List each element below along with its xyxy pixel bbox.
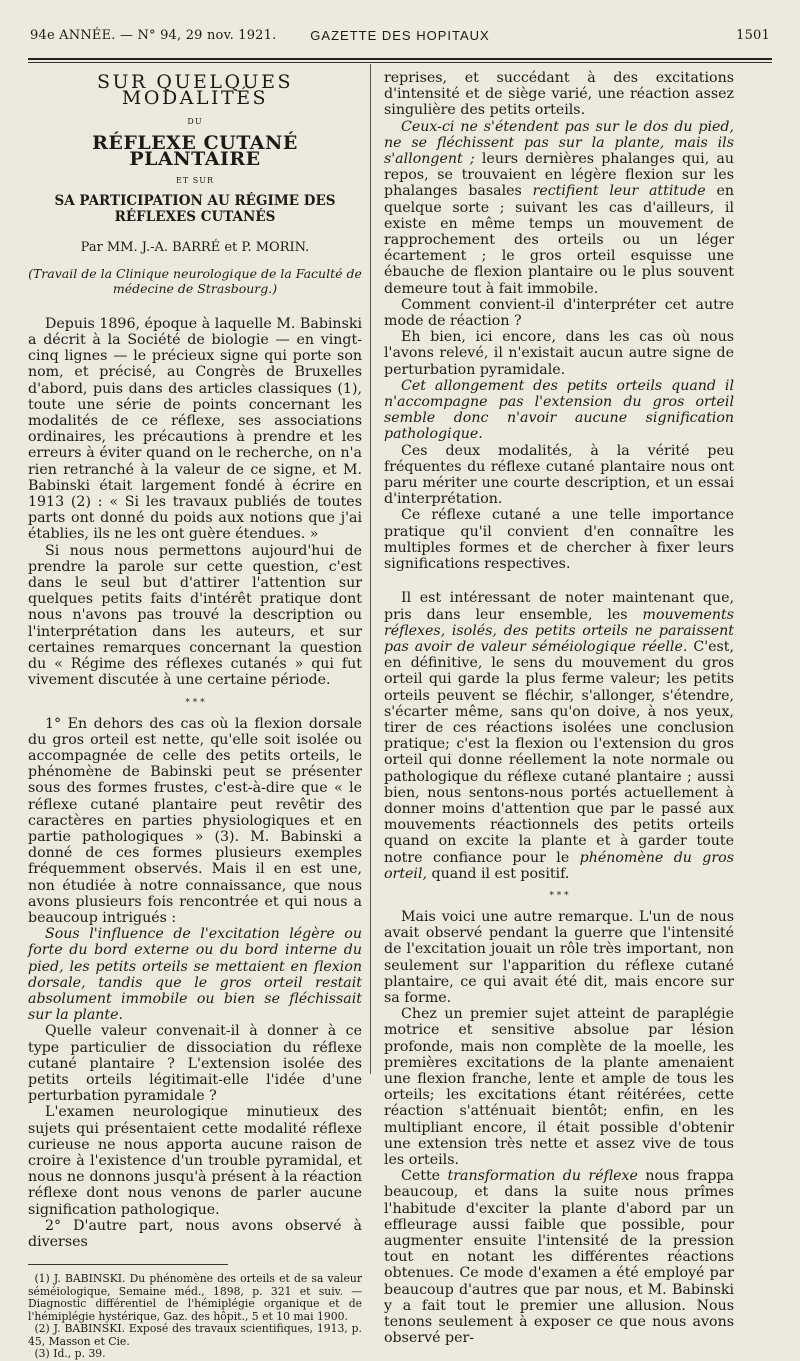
page-header (30, 28, 770, 50)
article-affiliation: (Travail de la Clinique neurologique de la Faculté de médecine de Strasbourg.) (28, 265, 362, 296)
paragraph: Eh bien, ici encore, dans les cas où nous l'avons relevé, il n'existait aucun autre signe de perturbation pyramidale. (384, 329, 734, 378)
text-span: en quelque sorte ; suivant les cas d'ailleurs, il existe en même temps un mouvement de rapprochement des orteils ou un léger écartement ; le gros orteil esquisse une ébauche de flexion plantaire ou le plus souvent demeure tout à fait immobile. (384, 183, 734, 297)
text-span: Il est intéressant de noter maintenant que, pris dans leur ensemble, les (384, 590, 734, 623)
article-title-line3: SA PARTICIPATION AU RÉGIME DES RÉFLEXES CUTANÉS (54, 193, 336, 226)
paragraph: Comment convient-il d'interpréter cet autre mode de réaction ? (384, 296, 734, 330)
spacer (384, 572, 734, 590)
italic-text: Ceux-ci ne s'étendent pas sur le dos du pied, ne se fléchissent pas sur la plante, mais ils s'allongent ; (384, 118, 734, 168)
text-span: leurs dernières phalanges qui, au repos, se trouvaient en légère flexion sur les phalanges basales (384, 151, 735, 200)
header-rule (28, 58, 772, 60)
paragraph (384, 119, 734, 297)
page-number: 1501 (736, 28, 770, 43)
right-column (384, 70, 734, 1346)
article-title-line2: RÉFLEXE CUTANÉ PLANTAIRE (92, 131, 298, 170)
text-span: Cette (401, 1168, 441, 1185)
journal-name: GAZETTE DES HOPITAUX (310, 28, 490, 43)
italic-text: Cet allongement des petits orteils quand il n'accompagne pas l'extension du gros orteil semble donc n'avoir aucune signification pathologique. (384, 377, 734, 443)
title-connector-et-sur: ET SUR (176, 176, 214, 186)
paragraph: reprises, et succédant à des excitations d'intensité et de siège varié, une réaction assez singulière des petits orteils. (384, 70, 734, 119)
paragraph: Quelle valeur convenait-il à donner à ce type particulier de dissociation du réflexe cutané plantaire ? L'extension isolée des petits orteils légitimait-elle l'idée d'une perturbation pyramidale ? (28, 1023, 362, 1105)
paragraph: Si nous nous permettons aujourd'hui de prendre la parole sur cette question, c'est dans le seul but d'attirer l'attention sur quelques petits faits d'intérêt pratique dont nous n'avons pas trouvé la description ou l'interprétation dans les auteurs, et sur certaines remarques concernant la question du « Régime des réflexes cutanés » qui fut vivement discutée à une certaine période. (28, 542, 362, 689)
paragraph: Ce réflexe cutané a une telle importance pratique qu'il convient d'en connaître les multiples formes et de chercher à fixer leurs significations respectives. (384, 507, 734, 573)
paragraph: Chez un premier sujet atteint de paraplégie motrice et sensitive absolue par lésion profonde, mais non complète de la moelle, les premières excitations de la plante amenaient une flexion franche, lente et ample de tous les orteils; les excitations étant réitérées, cette réaction s'atténuait bientôt; enfin, en les multipliant encore, il était possible d'obtenir une extension très nette et assez vive de tous les orteils. (384, 1006, 734, 1168)
column-divider (370, 64, 371, 1074)
paragraph: Mais voici une autre remarque. L'un de nous avait observé pendant la guerre que l'intensité de l'excitation jouait un rôle très important, non seulement sur l'apparition du réflexe cutané plantaire, ce qui avait été dit, mais encore sur sa forme. (384, 908, 734, 1006)
text-span: quand il est positif. (431, 865, 570, 882)
section-separator: * * * (185, 697, 205, 708)
italic-text: transformation du réflexe (447, 1168, 638, 1185)
italic-quote: Sous l'influence de l'excitation légère ou forte du bord externe ou du bord interne du pied, les petits orteils se mettaient en flexion dorsale, tandis que le gros orteil restait absolument immobile ou bien se fléchissait sur la plante. (28, 926, 362, 1024)
italic-text: mouvements réflexes, isolés, des petits orteils ne paraissent pas avoir de valeur séméiologique réelle. (384, 606, 734, 655)
footnote-rule (28, 1264, 228, 1265)
paragraph: Depuis 1896, époque à laquelle M. Babinski a décrit à la Société de biologie — en vingt-cinq lignes — le précieux signe qui porte son nom, et précisé, au Congrès de Bruxelles d'abord, puis dans des articles classiques (1), toute une série de points concernant les modalités de ce réflexe, ses associations ordinaires, les précautions à prendre et les erreurs à éviter quand on le recherche, on n'a rien retranché à la valeur de ce signe, et M. Babinski était largement fondé à écrire en 1913 (2) : « Si les travaux publiés de toutes parts ont donné du poids aux notions que j'ai établies, ils ne les ont guère étendues. » (28, 315, 362, 543)
header-rule-thin (28, 62, 772, 63)
footnote: (1) J. BABINSKI. Du phénomène des orteils et de sa valeur séméiologique, Semaine méd., 1898, p. 321 et suiv. — Diagnostic différentiel de l'hémiplégie organique et de l'hémiplégie hystérique, Gaz. des hôpit., 5 et 10 mai 1900. (28, 1272, 362, 1323)
footnote: (3) Id., p. 39. (34, 1347, 106, 1361)
paragraph (384, 590, 734, 882)
left-column (28, 70, 362, 1361)
italic-text: rectifient leur attitude (532, 183, 706, 200)
italic-text: phénomène du gros orteil, (384, 849, 734, 882)
title-connector-du: DU (187, 117, 203, 127)
paragraph (384, 378, 734, 443)
footnotes (28, 1273, 362, 1361)
paragraph: L'examen neurologique minutieux des sujets qui présentaient cette modalité réflexe curieuse ne nous apporta aucune raison de croire à l'existence d'un trouble pyramidal, et nous ne donnons jusqu'à présent à la réaction réflexe dont nous venons de parler aucune signification pathologique. (28, 1104, 362, 1218)
text-span: C'est, en définitive, le sens du mouvement du gros orteil qui garde la plus ferme valeur; les petits orteils peuvent se fléchir, s'allonger, s'étendre, s'écarter même, sans qu'on doive, à nos yeux, tirer de ces réactions isolées une conclusion pratique; c'est la flexion ou l'extension du gros orteil qui donne réellement la note normale ou pathologique du réflexe cutané plantaire ; aussi bien, nous sentons-nous portés actuellement à donner moins d'attention que par le passé aux mouvements réactionnels des petits orteils quand on excite la plante et à garder toute notre confiance pour le (384, 638, 734, 866)
section-separator: * * * (549, 890, 569, 901)
issue-info: 94e ANNÉE. — N° 94, 29 nov. 1921. (30, 28, 277, 43)
paragraph (28, 926, 362, 1023)
footnote: (2) J. BABINSKI. Exposé des travaux scientifiques, 1913, p. 45, Masson et Cie. (28, 1322, 362, 1348)
paragraph: 2° D'autre part, nous avons observé à diverses (28, 1217, 362, 1250)
article-title-line1: SUR QUELQUES MODALITÉS (97, 71, 293, 110)
text-span: nous frappa beaucoup, et dans la suite nous prîmes l'habitude d'exciter la plante d'abord par un effleurage aussi faible que possible, pour augmenter ensuite l'intensité de la pression tout en notant les différentes réactions obtenues. Ce mode d'examen a été employé par beaucoup d'autres que par nous, et M. Babinski y a fait tout le premier une allusion. Nous tenons seulement à exposer ce que nous avons observé per- (384, 1168, 734, 1347)
paragraph (384, 1168, 734, 1346)
article-authors: Par MM. J.-A. BARRÉ et P. MORIN. (80, 239, 310, 255)
paragraph: 1° En dehors des cas où la flexion dorsale du gros orteil est nette, qu'elle soit isolée ou accompagnée de celle des petits orteils, le phénomène de Babinski peut se présenter sous des formes frustes, c'est-à-dire que « le réflexe cutané plantaire peut revêtir des caractères en parties physiologiques et en partie pathologiques » (3). M. Babinski a donné de ces formes plusieurs exemples fréquemment observés. Mais il en est une, non étudiée à notre connaissance, que nous avons plusieurs fois rencontrée et qui nous a beaucoup intrigués : (28, 715, 362, 926)
paragraph: Ces deux modalités, à la vérité peu fréquentes du réflexe cutané plantaire nous ont paru mériter une courte description, et un essai d'interprétation. (384, 442, 734, 508)
